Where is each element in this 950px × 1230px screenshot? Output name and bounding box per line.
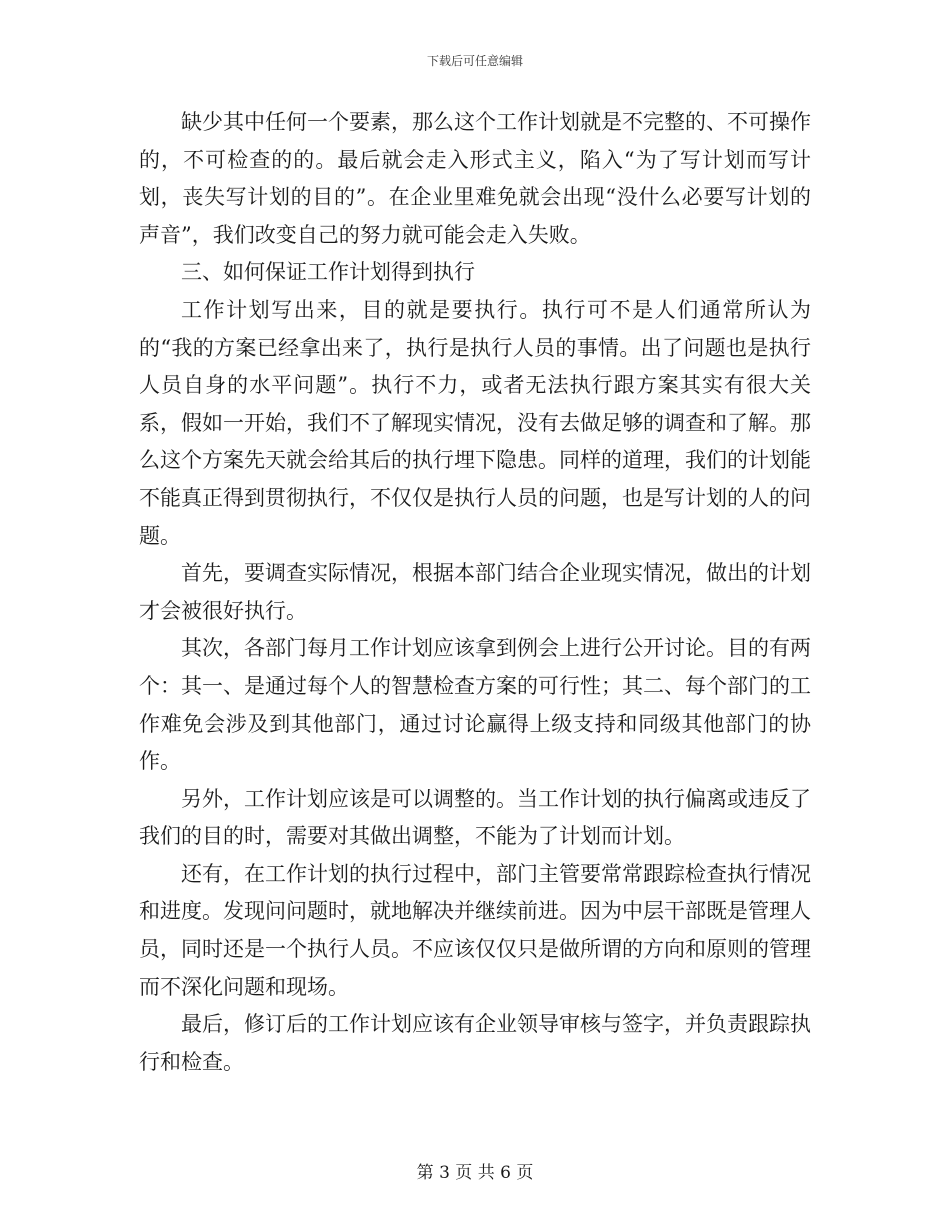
paragraph-7: 最后，修订后的工作计划应该有企业领导审核与签字，并负责跟踪执行和检查。 (139, 1012, 811, 1074)
paragraph-2: 工作计划写出来，目的就是要执行。执行可不是人们通常所认为的“我的方案已经拿出来了，执行是执行人员的事情。出了问题也是执行人员自身的水平问题”。执行不力，或者无法执行跟方案其实有很大关系，假如一开始，我们不了解现实情况，没有去做足够的调查和了解。那么这个方案先天就会给其后的执行埋下隐患。同样的道理，我们的计划能不能真正得到贯彻执行，不仅仅是执行人员的问题，也是写计划的人的问题。 (139, 297, 811, 548)
section-heading: 三、如何保证工作计划得到执行 (181, 260, 475, 285)
page-number: 第 3 页 共 6 页 (416, 1163, 534, 1183)
paragraph-1: 缺少其中任何一个要素，那么这个工作计划就是不完整的、不可操作的，不可检查的的。最后就会走入形式主义，陷入“为了写计划而写计划，丧失写计划的目的”。在企业里难免就会出现“没什么必要写计划的声音”，我们改变自己的努力就可能会走入失败。 (139, 110, 811, 247)
paragraph-3: 首先，要调查实际情况，根据本部门结合企业现实情况，做出的计划才会被很好执行。 (139, 561, 811, 623)
paragraph-4: 其次，各部门每月工作计划应该拿到例会上进行公开讨论。目的有两个：其一、是通过每个人的智慧检查方案的可行性；其二、每个部门的工作难免会涉及到其他部门，通过讨论赢得上级支持和同级其他部门的协作。 (139, 636, 811, 774)
paragraph-6: 还有，在工作计划的执行过程中，部门主管要常常跟踪检查执行情况和进度。发现问问题时，就地解决并继续前进。因为中层干部既是管理人员，同时还是一个执行人员。不应该仅仅只是做所谓的方向和原则的管理而不深化问题和现场。 (139, 861, 811, 999)
document-body (139, 104, 811, 1081)
page-header: 下载后可任意编辑 (426, 54, 523, 68)
paragraph-5: 另外，工作计划应该是可以调整的。当工作计划的执行偏离或违反了我们的目的时，需要对其做出调整，不能为了计划而计划。 (139, 786, 811, 849)
